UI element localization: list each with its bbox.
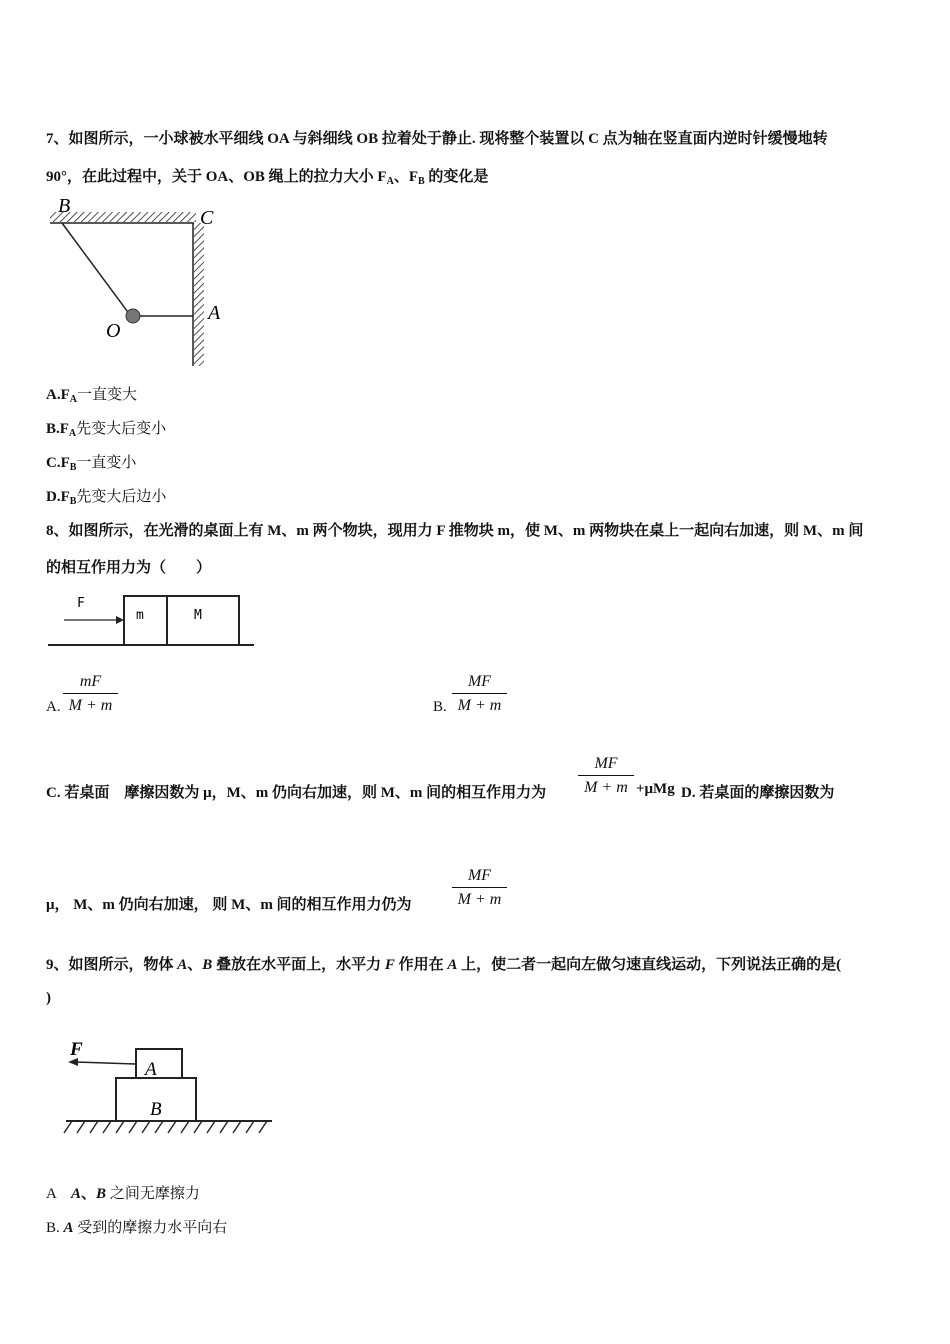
label-o: O	[106, 320, 121, 342]
block-big-m	[167, 596, 239, 645]
ground-hatch	[64, 1121, 267, 1133]
fraction-numerator: MF	[452, 673, 507, 694]
q8-option-c-text[interactable]: C. 若桌面 摩擦因数为 μ，M、m 仍向右加速，则 M、m 间的相互作用力为	[46, 785, 547, 801]
rope-ob	[62, 223, 130, 315]
q7-stem-sub-a: A	[386, 176, 394, 187]
q8-option-b-fraction	[452, 673, 507, 715]
wall-hatch	[194, 223, 204, 366]
q8-option-c-suffix: +μMg	[636, 781, 675, 797]
ceiling-hatch	[50, 212, 196, 222]
q8-option-d-text1[interactable]: D. 若桌面的摩擦因数为	[681, 785, 835, 801]
q7-option-a[interactable]: $A.F_A$一直变大	[46, 387, 137, 405]
q9-option-b[interactable]: B. A 受到的摩擦力水平向右	[46, 1220, 228, 1236]
q8-option-b-label[interactable]: B.	[433, 699, 447, 715]
q8-option-c-fraction	[578, 755, 634, 797]
block-m	[124, 596, 167, 645]
q7-stem-mid: 、F	[393, 169, 418, 185]
q7-stem-line1: 7、如图所示，一小球被水平细线 OA 与斜细线 OB 拉着处于静止. 现将整个装置以 C 点为轴在竖直面内逆时针缓慢地转	[46, 131, 828, 147]
q9-stem-line1: 9、如图所示，物体 A、B 叠放在水平面上，水平力 F 作用在 A 上，使二者一起向左做匀速直线运动，下列说法正确的是(	[46, 957, 842, 973]
label-b: B	[58, 195, 71, 217]
q9-stem-line2: )	[46, 990, 51, 1006]
fraction-denominator: M + m	[68, 697, 113, 714]
q7-option-c[interactable]: $C.F_B$一直变小	[46, 455, 137, 473]
q7-stem-sub-b: B	[418, 176, 425, 187]
fraction-denominator: M + m	[584, 779, 628, 796]
q9-figure	[60, 1035, 290, 1145]
fraction-denominator: M + m	[457, 697, 502, 714]
q8-option-a-fraction	[63, 673, 118, 715]
label-f: F	[77, 596, 85, 611]
fraction-numerator: MF	[452, 867, 507, 888]
fraction-numerator: mF	[63, 673, 118, 694]
label-a: A	[145, 1059, 157, 1080]
q7-stem-text: 90°，在此过程中，关于 OA、OB 绳上的拉力大小 F	[46, 169, 387, 185]
fraction-denominator: M + m	[457, 891, 502, 908]
q9-option-a[interactable]: A A、B 之间无摩擦力	[46, 1186, 200, 1202]
q7-figure	[40, 192, 240, 372]
label-c: C	[200, 207, 214, 229]
label-f: F	[70, 1039, 83, 1060]
q8-figure	[46, 590, 266, 650]
block-a	[136, 1049, 182, 1078]
q7-option-b[interactable]: $B.F_A$先变大后变小	[46, 421, 167, 439]
force-arrow-line	[76, 1062, 136, 1064]
q8-stem-line1: 8、如图所示，在光滑的桌面上有 M、m 两个物块，现用力 F 推物块 m，使 M、m 两物块在桌上一起向右加速，则 M、m 间	[46, 523, 864, 539]
q8-option-a-label[interactable]: A.	[46, 699, 61, 715]
force-arrow-head	[116, 616, 124, 624]
q7-stem-line2	[46, 165, 488, 187]
q7-stem-end: 的变化是	[424, 169, 489, 185]
ball	[126, 309, 140, 323]
fraction-numerator: MF	[578, 755, 634, 776]
label-b: B	[150, 1099, 162, 1120]
q7-option-d[interactable]: $D.F_B$先变大后边小	[46, 489, 167, 507]
label-big-m: M	[194, 608, 202, 623]
q8-stem-line2: 的相互作用力为（ ）	[46, 560, 212, 576]
q8-option-d-fraction	[452, 867, 507, 909]
q8-option-d-text2: μ， M、m 仍向右加速， 则 M、m 间的相互作用力仍为	[46, 897, 412, 913]
label-m: m	[136, 608, 144, 623]
label-a: A	[208, 302, 221, 324]
